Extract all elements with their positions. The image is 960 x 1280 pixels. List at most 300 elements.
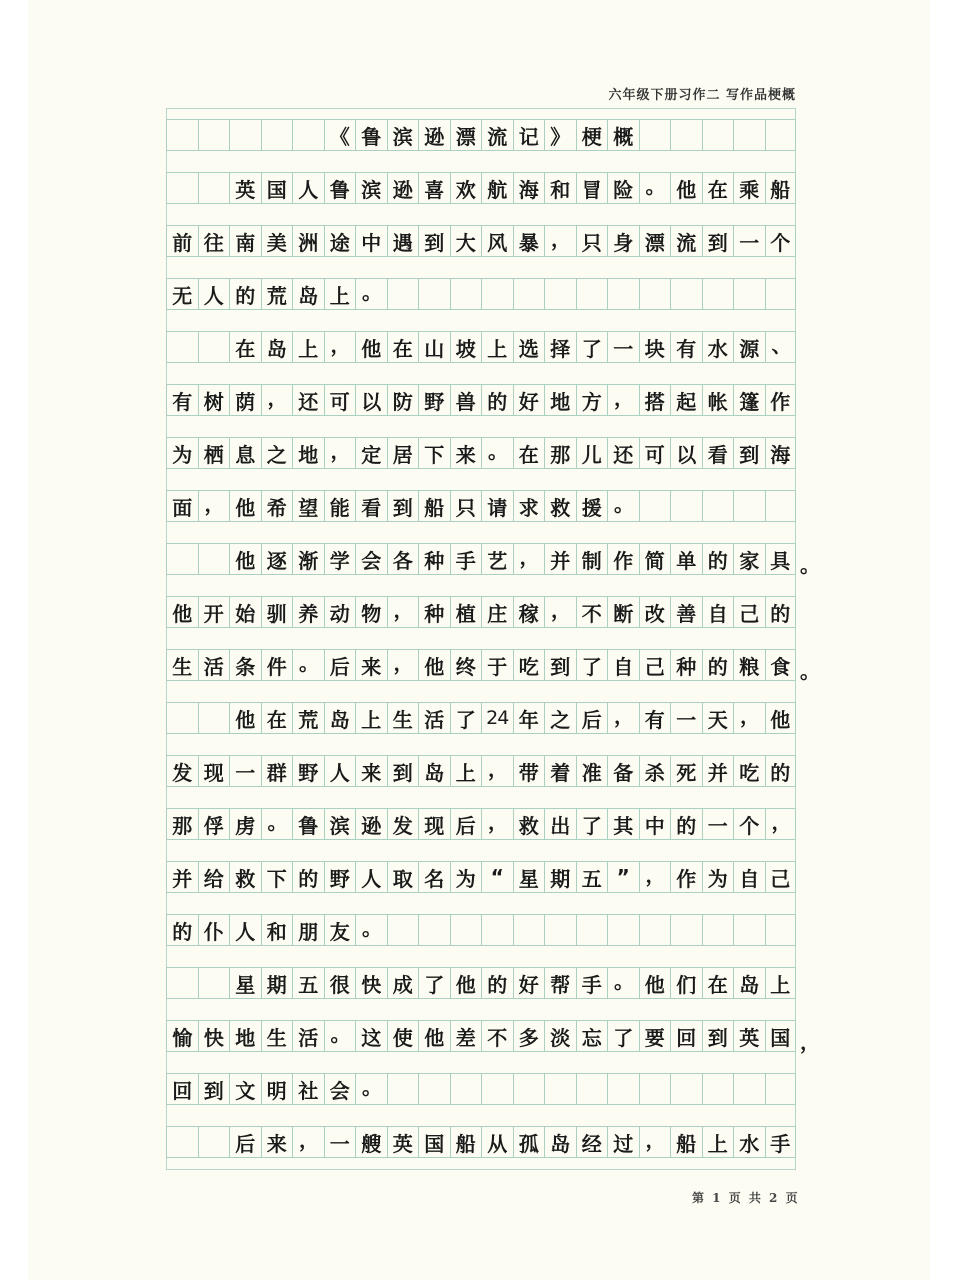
- grid-row: [166, 861, 796, 893]
- grid-cell: 驯: [261, 597, 293, 627]
- grid-cell: 只: [450, 491, 482, 521]
- grid-cell: 物: [355, 597, 387, 627]
- grid-cell: 《: [324, 120, 356, 150]
- grid-cell: ，: [324, 332, 356, 362]
- grid-cell: 条: [229, 650, 261, 680]
- grid-cell: 船: [670, 1127, 702, 1157]
- empty-grid-cell: [481, 915, 513, 945]
- grid-cell: 坡: [450, 332, 482, 362]
- grid-cell: 自: [702, 597, 734, 627]
- grid-cell: 望: [292, 491, 324, 521]
- grid-cell: 很: [324, 968, 356, 998]
- grid-cell: 逊: [387, 173, 419, 203]
- grid-cell: ，: [607, 385, 639, 415]
- grid-cell: 俘: [198, 809, 230, 839]
- grid-cell: 。: [355, 1074, 387, 1104]
- empty-grid-cell: [166, 120, 198, 150]
- grid-cell: 他: [229, 491, 261, 521]
- grid-cell: 以: [670, 438, 702, 468]
- empty-grid-cell: [387, 1074, 419, 1104]
- grid-cell: 上: [450, 756, 482, 786]
- grid-cell: 不: [576, 597, 608, 627]
- grid-cell: 在: [229, 332, 261, 362]
- grid-cell: 篷: [733, 385, 765, 415]
- grid-cell: 人: [355, 862, 387, 892]
- grid-cell: 荒: [261, 279, 293, 309]
- grid-cell: 并: [544, 544, 576, 574]
- grid-cell: 开: [198, 597, 230, 627]
- grid-cell: 岛: [733, 968, 765, 998]
- grid-cell: 始: [229, 597, 261, 627]
- grid-row: [166, 225, 796, 257]
- overflow-punctuation: 。: [800, 553, 820, 577]
- grid-cell: 岛: [261, 332, 293, 362]
- grid-cell: 块: [639, 332, 671, 362]
- grid-cell: 遇: [387, 226, 419, 256]
- grid-cell: 海: [765, 438, 797, 468]
- grid-cell: 五: [292, 968, 324, 998]
- grid-cell: 无: [166, 279, 198, 309]
- grid-row: [166, 331, 796, 363]
- grid-cell: 到: [702, 1021, 734, 1051]
- empty-grid-cell: [450, 1074, 482, 1104]
- empty-grid-cell: [387, 279, 419, 309]
- empty-grid-cell: [513, 279, 545, 309]
- empty-grid-cell: [166, 173, 198, 203]
- grid-cell: 欢: [450, 173, 482, 203]
- title-row: [166, 119, 796, 151]
- grid-cell: 活: [418, 703, 450, 733]
- empty-grid-cell: [670, 491, 702, 521]
- grid-cell: 人: [324, 756, 356, 786]
- grid-cell: 制: [576, 544, 608, 574]
- grid-cell: 下: [418, 438, 450, 468]
- empty-grid-cell: [166, 1127, 198, 1157]
- grid-cell: 航: [481, 173, 513, 203]
- grid-cell: 活: [198, 650, 230, 680]
- grid-cell: 之: [544, 703, 576, 733]
- grid-cell: 艘: [355, 1127, 387, 1157]
- grid-cell: 给: [198, 862, 230, 892]
- grid-row: [166, 649, 796, 681]
- grid-cell: 他: [450, 968, 482, 998]
- page-header: 六年级下册习作二 写作品梗概: [608, 88, 796, 103]
- empty-grid-cell: [639, 491, 671, 521]
- grid-cell: 活: [292, 1021, 324, 1051]
- empty-grid-cell: [166, 968, 198, 998]
- grid-cell: 上: [481, 332, 513, 362]
- grid-cell: 发: [166, 756, 198, 786]
- grid-cell: 。: [607, 491, 639, 521]
- grid-cell: 身: [607, 226, 639, 256]
- grid-cell: 求: [513, 491, 545, 521]
- grid-cell: 流: [670, 226, 702, 256]
- grid-cell: 上: [765, 968, 797, 998]
- grid-cell: “: [481, 862, 513, 892]
- grid-cell: 流: [481, 120, 513, 150]
- grid-cell: 着: [544, 756, 576, 786]
- grid-cell: 防: [387, 385, 419, 415]
- grid-cell: 在: [387, 332, 419, 362]
- empty-grid-cell: [702, 279, 734, 309]
- grid-cell: 有: [639, 703, 671, 733]
- empty-grid-cell: [544, 1074, 576, 1104]
- empty-grid-cell: [733, 491, 765, 521]
- grid-cell: 、: [765, 332, 797, 362]
- grid-cell: 到: [702, 226, 734, 256]
- empty-grid-cell: [481, 1074, 513, 1104]
- grid-cell: 搭: [639, 385, 671, 415]
- grid-cell: 他: [355, 332, 387, 362]
- grid-cell: 朋: [292, 915, 324, 945]
- grid-cell: 年: [513, 703, 545, 733]
- grid-cell: 在: [261, 703, 293, 733]
- empty-grid-cell: [198, 1127, 230, 1157]
- grid-cell: 援: [576, 491, 608, 521]
- grid-cell: 快: [355, 968, 387, 998]
- grid-cell: 来: [355, 756, 387, 786]
- empty-grid-cell: [702, 120, 734, 150]
- grid-cell: 天: [702, 703, 734, 733]
- grid-cell: 差: [450, 1021, 482, 1051]
- grid-cell: 到: [733, 438, 765, 468]
- grid-cell: ，: [513, 544, 545, 574]
- grid-cell: 一: [733, 226, 765, 256]
- grid-cell: 在: [702, 173, 734, 203]
- grid-cell: 具: [765, 544, 797, 574]
- grid-cell: 改: [639, 597, 671, 627]
- grid-cell: 多: [513, 1021, 545, 1051]
- empty-grid-cell: [607, 279, 639, 309]
- grid-cell: 逊: [355, 809, 387, 839]
- grid-cell: 帮: [544, 968, 576, 998]
- grid-row: [166, 808, 796, 840]
- grid-cell: 请: [481, 491, 513, 521]
- grid-cell: 了: [576, 650, 608, 680]
- grid-cell: 出: [544, 809, 576, 839]
- grid-cell: 。: [324, 1021, 356, 1051]
- grid-cell: 地: [292, 438, 324, 468]
- grid-cell: 树: [198, 385, 230, 415]
- grid-cell: 那: [544, 438, 576, 468]
- grid-cell: 后: [229, 1127, 261, 1157]
- empty-grid-cell: [733, 120, 765, 150]
- grid-cell: 看: [702, 438, 734, 468]
- grid-cell: 文: [229, 1074, 261, 1104]
- grid-cell: 这: [355, 1021, 387, 1051]
- grid-cell: 艺: [481, 544, 513, 574]
- grid-row: [166, 1020, 796, 1052]
- grid-cell: 现: [418, 809, 450, 839]
- grid-row: [166, 1073, 796, 1105]
- empty-grid-cell: [544, 279, 576, 309]
- grid-cell: 岛: [544, 1127, 576, 1157]
- grid-cell: 的: [166, 915, 198, 945]
- grid-cell: ，: [481, 756, 513, 786]
- grid-cell: 上: [292, 332, 324, 362]
- grid-cell: ，: [387, 597, 419, 627]
- grid-cell: 不: [481, 1021, 513, 1051]
- grid-cell: 使: [387, 1021, 419, 1051]
- empty-grid-cell: [166, 332, 198, 362]
- grid-cell: 准: [576, 756, 608, 786]
- empty-grid-cell: [418, 1074, 450, 1104]
- grid-cell: 水: [733, 1127, 765, 1157]
- grid-cell: 发: [387, 809, 419, 839]
- grid-cell: 期: [544, 862, 576, 892]
- grid-cell: 好: [513, 968, 545, 998]
- grid-cell: 的: [702, 650, 734, 680]
- grid-cell: 。: [639, 173, 671, 203]
- grid-cell: 兽: [450, 385, 482, 415]
- grid-cell: 会: [324, 1074, 356, 1104]
- grid-cell: 了: [450, 703, 482, 733]
- page-footer: 第 1 页 共 2 页: [692, 1191, 800, 1205]
- grid-cell: 回: [166, 1074, 198, 1104]
- grid-cell: 终: [450, 650, 482, 680]
- grid-cell: 人: [198, 279, 230, 309]
- grid-cell: ，: [639, 862, 671, 892]
- grid-cell: 了: [607, 1021, 639, 1051]
- grid-cell: 动: [324, 597, 356, 627]
- grid-cell: 一: [229, 756, 261, 786]
- grid-cell: 取: [387, 862, 419, 892]
- grid-cell: 途: [324, 226, 356, 256]
- grid-cell: 。: [481, 438, 513, 468]
- grid-cell: 们: [670, 968, 702, 998]
- grid-cell: 粮: [733, 650, 765, 680]
- grid-cell: 经: [576, 1127, 608, 1157]
- grid-cell: 上: [355, 703, 387, 733]
- grid-cell: 的: [765, 597, 797, 627]
- grid-cell: 养: [292, 597, 324, 627]
- grid-cell: 往: [198, 226, 230, 256]
- grid-cell: 野: [324, 862, 356, 892]
- grid-cell: ，: [607, 703, 639, 733]
- grid-cell: 鲁: [292, 809, 324, 839]
- grid-row: [166, 172, 796, 204]
- empty-grid-cell: [166, 703, 198, 733]
- grid-cell: 水: [702, 332, 734, 362]
- grid-cell: 过: [607, 1127, 639, 1157]
- grid-cell: 断: [607, 597, 639, 627]
- grid-cell: 南: [229, 226, 261, 256]
- grid-cell: 来: [450, 438, 482, 468]
- empty-grid-cell: [733, 915, 765, 945]
- grid-cell: 到: [544, 650, 576, 680]
- grid-cell: 各: [387, 544, 419, 574]
- grid-cell: 美: [261, 226, 293, 256]
- grid-cell: 个: [765, 226, 797, 256]
- empty-grid-cell: [765, 491, 797, 521]
- grid-cell: 后: [450, 809, 482, 839]
- grid-cell: 的: [765, 756, 797, 786]
- grid-cell: 到: [418, 226, 450, 256]
- grid-cell: 还: [607, 438, 639, 468]
- empty-grid-cell: [198, 703, 230, 733]
- grid-cell: 岛: [324, 703, 356, 733]
- grid-cell: 选: [513, 332, 545, 362]
- empty-grid-cell: [702, 491, 734, 521]
- grid-cell: 起: [670, 385, 702, 415]
- empty-grid-cell: [576, 279, 608, 309]
- grid-row: [166, 543, 796, 575]
- grid-cell: 英: [229, 173, 261, 203]
- grid-cell: 稼: [513, 597, 545, 627]
- grid-cell: 荫: [229, 385, 261, 415]
- grid-cell: 源: [733, 332, 765, 362]
- grid-cell: 生: [166, 650, 198, 680]
- grid-cell: 地: [544, 385, 576, 415]
- grid-cell: 现: [198, 756, 230, 786]
- grid-cell: 暴: [513, 226, 545, 256]
- empty-grid-cell: [418, 915, 450, 945]
- grid-cell: 吃: [733, 756, 765, 786]
- empty-grid-cell: [670, 1074, 702, 1104]
- grid-cell: 他: [418, 650, 450, 680]
- grid-cell: 下: [261, 862, 293, 892]
- grid-cell: 有: [670, 332, 702, 362]
- grid-cell: 居: [387, 438, 419, 468]
- empty-grid-cell: [198, 968, 230, 998]
- grid-cell: 。: [261, 809, 293, 839]
- grid-row: [166, 755, 796, 787]
- grid-cell: 的: [702, 544, 734, 574]
- grid-cell: 己: [639, 650, 671, 680]
- grid-cell: 的: [292, 862, 324, 892]
- grid-cell: 上: [702, 1127, 734, 1157]
- grid-cell: 喜: [418, 173, 450, 203]
- grid-cell: 野: [292, 756, 324, 786]
- grid-cell: 备: [607, 756, 639, 786]
- grid-cell: 为: [166, 438, 198, 468]
- grid-cell: ，: [765, 809, 797, 839]
- grid-row: [166, 278, 796, 310]
- grid-cell: 山: [418, 332, 450, 362]
- grid-cell: 个: [733, 809, 765, 839]
- grid-cell: 件: [261, 650, 293, 680]
- grid-cell: 他: [229, 703, 261, 733]
- grid-cell: 。: [607, 968, 639, 998]
- grid-cell: 中: [639, 809, 671, 839]
- empty-grid-cell: [765, 915, 797, 945]
- grid-cell: 仆: [198, 915, 230, 945]
- grid-cell: 他: [166, 597, 198, 627]
- grid-cell: 儿: [576, 438, 608, 468]
- grid-cell: 一: [702, 809, 734, 839]
- grid-row: [166, 967, 796, 999]
- grid-cell: 庄: [481, 597, 513, 627]
- grid-cell: 方: [576, 385, 608, 415]
- grid-cell: 手: [450, 544, 482, 574]
- grid-cell: 大: [450, 226, 482, 256]
- grid-cell: 。: [355, 915, 387, 945]
- grid-cell: 漂: [639, 226, 671, 256]
- grid-cell: 期: [261, 968, 293, 998]
- grid-cell: 的: [670, 809, 702, 839]
- grid-cell: 上: [324, 279, 356, 309]
- grid-cell: 并: [702, 756, 734, 786]
- grid-cell: 会: [355, 544, 387, 574]
- grid-cell: 择: [544, 332, 576, 362]
- grid-cell: 逐: [261, 544, 293, 574]
- grid-cell: 己: [765, 862, 797, 892]
- grid-cell: ，: [261, 385, 293, 415]
- empty-grid-cell: [513, 915, 545, 945]
- grid-cell: 学: [324, 544, 356, 574]
- grid-cell: 快: [198, 1021, 230, 1051]
- grid-cell: 野: [418, 385, 450, 415]
- grid-cell: 滨: [355, 173, 387, 203]
- grid-cell: 自: [733, 862, 765, 892]
- empty-grid-cell: [639, 279, 671, 309]
- grid-cell: 生: [387, 703, 419, 733]
- grid-cell: 食: [765, 650, 797, 680]
- grid-cell: 险: [607, 173, 639, 203]
- grid-cell: 只: [576, 226, 608, 256]
- empty-grid-cell: [229, 120, 261, 150]
- grid-cell: 死: [670, 756, 702, 786]
- grid-cell: 善: [670, 597, 702, 627]
- grid-cell: 人: [229, 915, 261, 945]
- grid-cell: 乘: [733, 173, 765, 203]
- grid-cell: ，: [292, 1127, 324, 1157]
- grid-cell: 和: [261, 915, 293, 945]
- grid-cell: 荒: [292, 703, 324, 733]
- grid-cell: 要: [639, 1021, 671, 1051]
- empty-grid-cell: [450, 915, 482, 945]
- grid-cell: 吃: [513, 650, 545, 680]
- empty-grid-cell: [639, 915, 671, 945]
- empty-grid-cell: [513, 1074, 545, 1104]
- grid-cell: 的: [229, 279, 261, 309]
- grid-cell: 一: [607, 332, 639, 362]
- grid-cell: ，: [324, 438, 356, 468]
- grid-cell: 愉: [166, 1021, 198, 1051]
- grid-cell: 在: [702, 968, 734, 998]
- grid-cell: 他: [765, 703, 797, 733]
- empty-grid-cell: [198, 173, 230, 203]
- grid-cell: 风: [481, 226, 513, 256]
- grid-cell: 其: [607, 809, 639, 839]
- grid-cell: ，: [481, 809, 513, 839]
- grid-cell: 概: [607, 120, 639, 150]
- grid-cell: ，: [387, 650, 419, 680]
- empty-grid-cell: [198, 544, 230, 574]
- grid-cell: 鲁: [324, 173, 356, 203]
- grid-cell: 杀: [639, 756, 671, 786]
- grid-cell: 24: [481, 703, 513, 733]
- grid-cell: 了: [418, 968, 450, 998]
- empty-grid-cell: [639, 1074, 671, 1104]
- grid-cell: ，: [544, 597, 576, 627]
- grid-cell: 鲁: [355, 120, 387, 150]
- grid-cell: 梗: [576, 120, 608, 150]
- grid-cell: 面: [166, 491, 198, 521]
- grid-cell: 种: [670, 650, 702, 680]
- empty-grid-cell: [576, 915, 608, 945]
- grid-cell: 和: [544, 173, 576, 203]
- grid-cell: 孤: [513, 1127, 545, 1157]
- grid-cell: 可: [324, 385, 356, 415]
- grid-cell: 国: [261, 173, 293, 203]
- grid-cell: 能: [324, 491, 356, 521]
- grid-cell: 息: [229, 438, 261, 468]
- grid-cell: 简: [639, 544, 671, 574]
- grid-cell: 定: [355, 438, 387, 468]
- grid-cell: 的: [481, 385, 513, 415]
- grid-cell: 他: [670, 173, 702, 203]
